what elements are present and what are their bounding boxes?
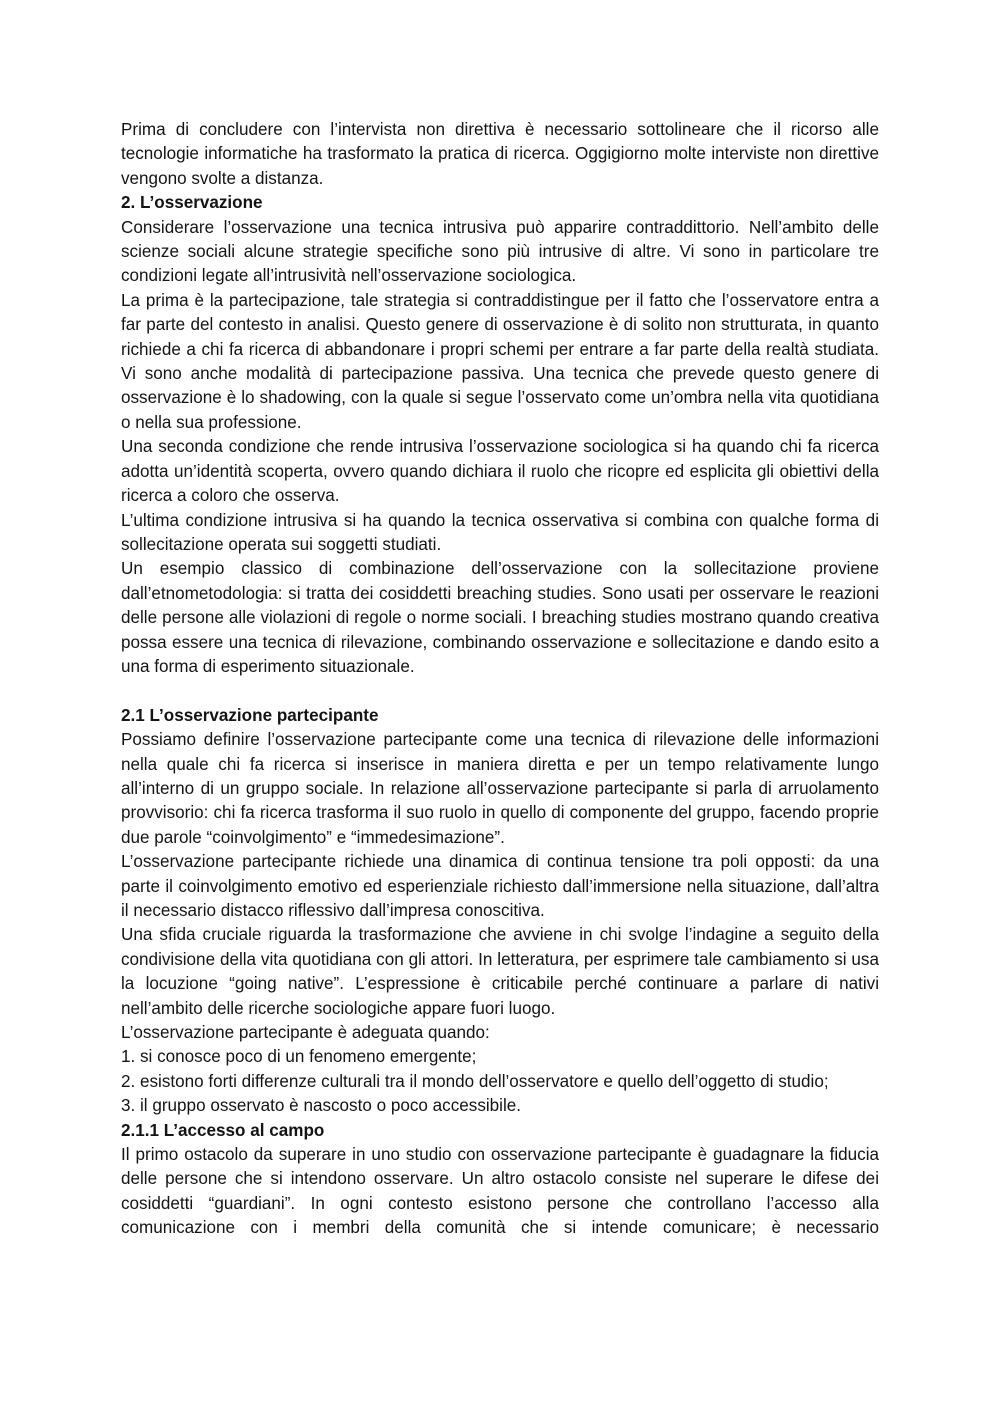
list-item: 3. il gruppo osservato è nascosto o poco accessibile. (121, 1096, 522, 1116)
paragraph: Considerare l’osservazione una tecnica intrusiva può apparire contraddittorio. Nell’ambito delle scienze sociali alcune strategie specifiche sono più intrusive di altre. Vi sono in particolare tre condizioni legate all’intrusività nell’osservazione sociologica. (121, 217, 879, 286)
section-heading-osservazione-partecipante: 2.1 L’osservazione partecipante (121, 705, 379, 725)
section-heading-accesso-al-campo: 2.1.1 L’accesso al campo (121, 1120, 325, 1140)
list-item: 1. si conosce poco di un fenomeno emergente; (121, 1047, 477, 1067)
paragraph: Una seconda condizione che rende intrusiva l’osservazione sociologica si ha quando chi fa ricerca adotta un’identità scoperta, ovvero quando dichiara il ruolo che ricopre ed esplicita gli obiettivi della ricerca a coloro che osserva. (121, 437, 879, 506)
paragraph: Una sfida cruciale riguarda la trasformazione che avviene in chi svolge l’indagine a seguito della condivisione della vita quotidiana con gli attori. In letteratura, per esprimere tale cambiamento si usa la locuzione “going native”. L’espressione è criticabile perché continuare a parlare di nativi nell’ambito delle ricerche sociologiche appare fuori luogo. (121, 925, 879, 1018)
paragraph: Un esempio classico di combinazione dell’osservazione con la sollecitazione proviene dall’etnometodologia: si tratta dei cosiddetti breaching studies. Sono usati per osservare le reazioni delle persone alle violazioni di regole o norme sociali. I breaching studies mostrano quando creativa possa essere una tecnica di rilevazione, combinando osservazione e sollecitazione e dando esito a una forma di esperimento situazionale. (121, 559, 879, 676)
list-item: 2. esistono forti differenze culturali tra il mondo dell’osservatore e quello dell’oggetto di studio; (121, 1071, 829, 1091)
paragraph: L’osservazione partecipante è adeguata quando: (121, 1023, 490, 1043)
paragraph: L’osservazione partecipante richiede una dinamica di continua tensione tra poli opposti: da una parte il coinvolgimento emotivo ed esperienziale richiesto dall’immersione nella situazione, dall’altra il necessario distacco riflessivo dall’impresa conoscitiva. (121, 852, 879, 920)
blank-line (121, 679, 879, 703)
paragraph: La prima è la partecipazione, tale strategia si contraddistingue per il fatto che l’osservatore entra a far parte del contesto in analisi. Questo genere di osservazione è di solito non strutturata, in quanto richiede a chi fa ricerca di abbandonare i propri schemi per entrare a far parte della realtà studiata. Vi sono anche modalità di partecipazione passiva. Una tecnica che prevede questo genere di osservazione è lo shadowing, con la quale si segue l’osservato come un’ombra nella vita quotidiana o nella sua professione. (121, 290, 879, 432)
paragraph: L’ultima condizione intrusiva si ha quando la tecnica osservativa si combina con qualche forma di sollecitazione operata sui soggetti studiati. (121, 510, 879, 554)
paragraph: Il primo ostacolo da superare in uno studio con osservazione partecipante è guadagnare la fiducia delle persone che si intendono osservare. Un altro ostacolo consiste nel superare le difese dei cosiddetti “guardiani”. In ogni contesto esistono persone che controllano l’accesso alla comunicazione con i membri della comunità che si intende comunicare; è necessario (121, 1145, 879, 1238)
intro-paragraph: Prima di concludere con l’intervista non direttiva è necessario sottolineare che il ricorso alle tecnologie informatiche ha trasformato la pratica di ricerca. Oggigiorno molte interviste non direttive vengono svolte a distanza. (121, 120, 879, 188)
paragraph: Possiamo definire l’osservazione partecipante come una tecnica di rilevazione delle informazioni nella quale chi fa ricerca si inserisce in maniera diretta e per un tempo relativamente lungo all’interno di un gruppo sociale. In relazione all’osservazione partecipante si parla di arruolamento provvisorio: chi fa ricerca trasforma il suo ruolo in quello di componente del gruppo, facendo proprie due parole “coinvolgimento” e “immedesimazione”. (121, 730, 879, 847)
document-page (121, 118, 879, 1241)
section-heading-osservazione: 2. L’osservazione (121, 193, 263, 213)
